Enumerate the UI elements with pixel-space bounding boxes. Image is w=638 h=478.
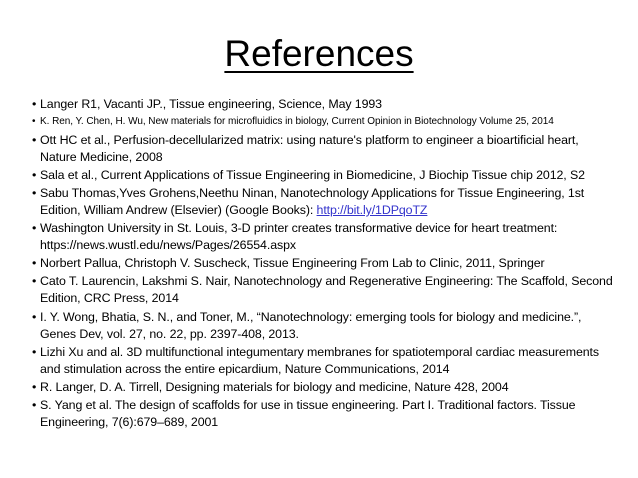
reference-text: Sala et al., Current Applications of Tissue Engineering in Biomedicine, J Biochip Tissue chip 2012, S2 bbox=[40, 167, 585, 182]
slide-title: References bbox=[224, 33, 414, 74]
reference-text: Norbert Pallua, Christoph V. Suscheck, Tissue Engineering From Lab to Clinic, 2011, Springer bbox=[40, 256, 545, 271]
reference-item bbox=[32, 397, 616, 431]
reference-item bbox=[32, 132, 616, 166]
bullet: • bbox=[32, 256, 37, 271]
reference-text: Cato T. Laurencin, Lakshmi S. Nair, Nanotechnology and Regenerative Engineering: The Scaffold, Second Edition, CRC Press, 2014 bbox=[40, 274, 613, 306]
bullet: • bbox=[32, 221, 37, 236]
bullet: • bbox=[32, 379, 37, 394]
reference-item bbox=[32, 114, 616, 131]
bullet: • bbox=[32, 116, 36, 128]
reference-text: Lizhi Xu and al. 3D multifunctional integumentary membranes for spatiotemporal cardiac measurements and stimulation across the entire epicardium, Nature Communications, 2014 bbox=[40, 344, 599, 376]
reference-text: Ott HC et al., Perfusion-decellularized matrix: using nature's platform to engineer a bioartificial heart, Nature Medicine, 2008 bbox=[40, 132, 579, 164]
reference-item bbox=[32, 344, 616, 378]
reference-text: K. Ren, Y. Chen, H. Wu, New materials for microfluidics in biology, Current Opinion in Biotechnology Volume 25, 2014 bbox=[40, 116, 554, 128]
reference-link[interactable]: http://bit.ly/1DPqoTZ bbox=[316, 202, 428, 217]
reference-item bbox=[32, 96, 616, 113]
bullet: • bbox=[32, 274, 37, 289]
reference-item bbox=[32, 379, 616, 396]
reference-text: R. Langer, D. A. Tirrell, Designing materials for biology and medicine, Nature 428, 2004 bbox=[40, 379, 509, 394]
bullet: • bbox=[32, 132, 37, 147]
reference-text: I. Y. Wong, Bhatia, S. N., and Toner, M., “Nanotechnology: emerging tools for biology and medicine.”, Genes Dev, vol. 27, no. 22, pp. 2397-408, 2013. bbox=[40, 309, 582, 341]
reference-text: S. Yang et al. The design of scaffolds for use in tissue engineering. Part I. Traditional factors. Tissue Engineering, 7(6):679–689, 2001 bbox=[40, 398, 576, 430]
reference-item bbox=[32, 273, 616, 307]
bullet: • bbox=[32, 309, 37, 324]
bullet: • bbox=[32, 344, 37, 359]
bullet: • bbox=[32, 185, 37, 200]
bullet: • bbox=[32, 398, 37, 412]
reference-text: Langer R1, Vacanti JP., Tissue engineering, Science, May 1993 bbox=[40, 97, 382, 111]
reference-text: Sabu Thomas,Yves Grohens,Neethu Ninan, Nanotechnology Applications for Tissue Engineering, 1st Edition, William Andrew (Elsevier) (Google Books): bbox=[40, 185, 585, 217]
bullet: • bbox=[32, 97, 37, 111]
reference-item bbox=[32, 185, 616, 219]
reference-item bbox=[32, 167, 616, 184]
reference-item bbox=[32, 309, 616, 343]
reference-item bbox=[32, 220, 616, 254]
reference-text: Washington University in St. Louis, 3-D printer creates transformative device for heart treatment: https://news.wustl.edu/news/Pages/26554.aspx bbox=[40, 221, 558, 253]
reference-item bbox=[32, 255, 616, 272]
bullet: • bbox=[32, 167, 37, 182]
reference-list bbox=[32, 96, 616, 432]
